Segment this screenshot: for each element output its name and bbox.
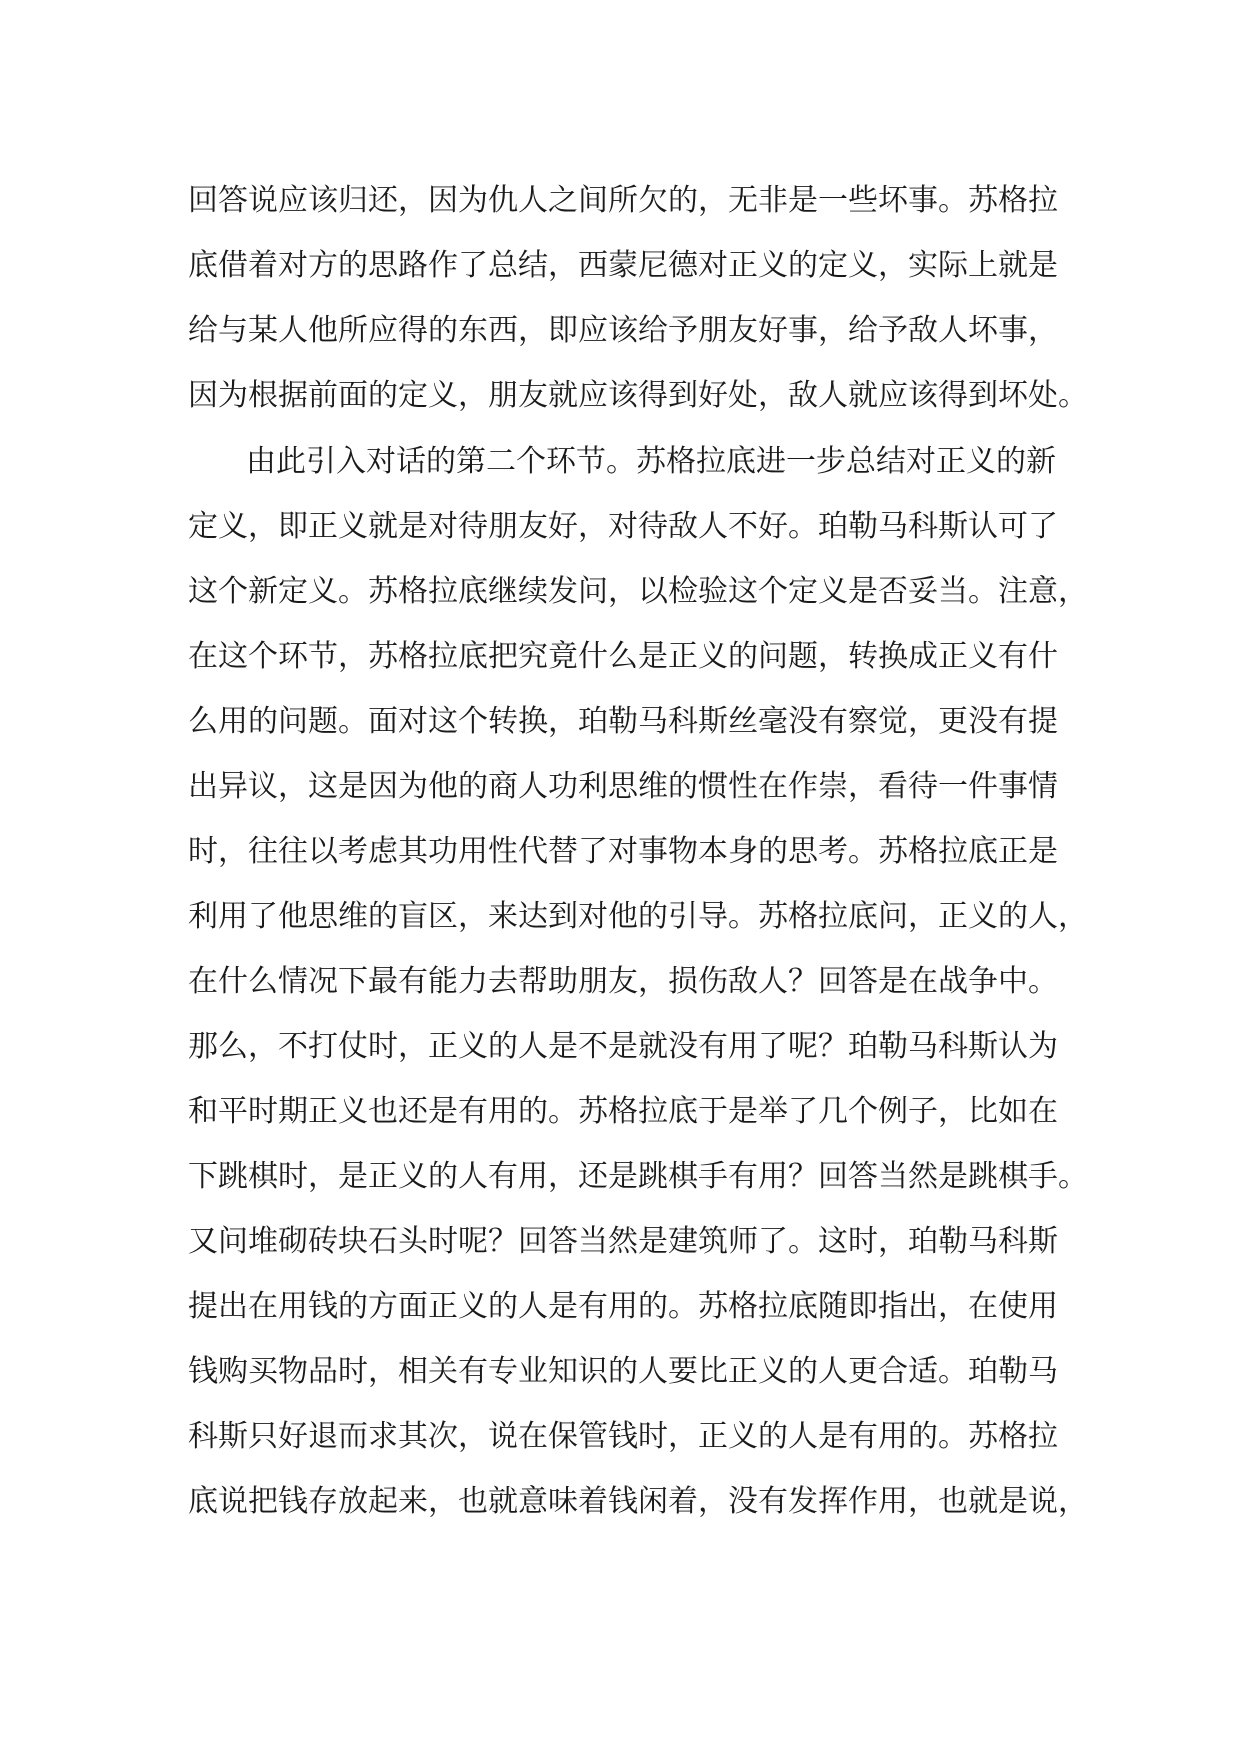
text-line: 给与某人他所应得的东西，即应该给予朋友好事，给予敌人坏事， bbox=[188, 313, 1058, 348]
body-text bbox=[188, 168, 1088, 1534]
text-line: 因为根据前面的定义，朋友就应该得到好处，敌人就应该得到坏处。 bbox=[188, 378, 1088, 413]
paragraph-2 bbox=[188, 429, 1088, 1534]
text-line: 又问堆砌砖块石头时呢？回答当然是建筑师了。这时，珀勒马科斯 bbox=[188, 1224, 1058, 1259]
text-line: 和平时期正义也还是有用的。苏格拉底于是举了几个例子，比如在 bbox=[188, 1094, 1058, 1129]
text-line: 底说把钱存放起来，也就意味着钱闲着，没有发挥作用，也就是说， bbox=[188, 1484, 1088, 1519]
paragraph-1 bbox=[188, 168, 1088, 428]
text-line: 定义，即正义就是对待朋友好，对待敌人不好。珀勒马科斯认可了 bbox=[188, 509, 1058, 544]
text-line: 底借着对方的思路作了总结，西蒙尼德对正义的定义，实际上就是 bbox=[188, 248, 1058, 283]
text-line: 那么，不打仗时，正义的人是不是就没有用了呢？珀勒马科斯认为 bbox=[188, 1029, 1058, 1064]
text-line: 科斯只好退而求其次，说在保管钱时，正义的人是有用的。苏格拉 bbox=[188, 1419, 1058, 1454]
text-line: 这个新定义。苏格拉底继续发问，以检验这个定义是否妥当。注意， bbox=[188, 574, 1088, 609]
text-line: 由此引入对话的第二个环节。苏格拉底进一步总结对正义的新 bbox=[246, 444, 1056, 479]
text-line: 时，往往以考虑其功用性代替了对事物本身的思考。苏格拉底正是 bbox=[188, 834, 1058, 869]
text-line: 么用的问题。面对这个转换，珀勒马科斯丝毫没有察觉，更没有提 bbox=[188, 704, 1058, 739]
text-line: 提出在用钱的方面正义的人是有用的。苏格拉底随即指出，在使用 bbox=[188, 1289, 1058, 1324]
text-line: 在什么情况下最有能力去帮助朋友，损伤敌人？回答是在战争中。 bbox=[188, 964, 1058, 999]
text-line: 下跳棋时，是正义的人有用，还是跳棋手有用？回答当然是跳棋手。 bbox=[188, 1159, 1088, 1194]
text-line: 利用了他思维的盲区，来达到对他的引导。苏格拉底问，正义的人， bbox=[188, 899, 1088, 934]
text-line: 钱购买物品时，相关有专业知识的人要比正义的人更合适。珀勒马 bbox=[188, 1354, 1058, 1389]
text-line: 在这个环节，苏格拉底把究竟什么是正义的问题，转换成正义有什 bbox=[188, 639, 1058, 674]
text-line: 回答说应该归还，因为仇人之间所欠的，无非是一些坏事。苏格拉 bbox=[188, 183, 1058, 218]
text-line: 出异议，这是因为他的商人功利思维的惯性在作崇，看待一件事情 bbox=[188, 769, 1058, 804]
